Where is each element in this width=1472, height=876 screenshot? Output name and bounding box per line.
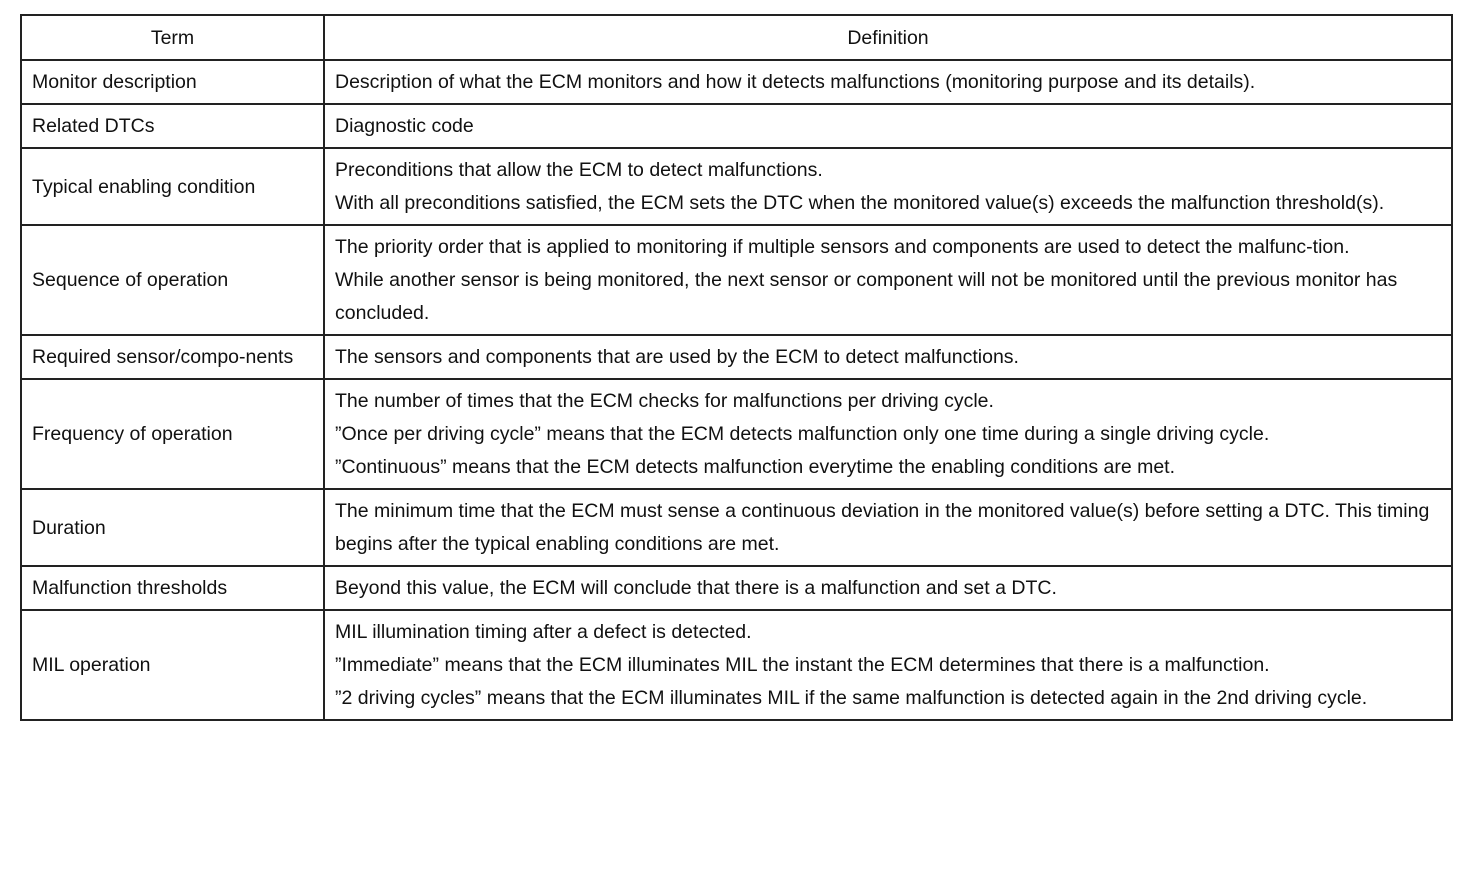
- definition-line: ”2 driving cycles” means that the ECM illuminates MIL if the same malfunction is detected again in the 2nd driving cycle.: [335, 687, 1368, 709]
- definition-cell: [324, 489, 1452, 566]
- table-row: [21, 60, 1452, 104]
- definition-line: Description of what the ECM monitors and how it detects malfunctions (monitoring purpose and its details).: [335, 71, 1256, 93]
- table-row: [21, 335, 1452, 379]
- term-cell: Sequence of operation: [21, 225, 324, 335]
- definition-column-header: Definition: [324, 15, 1452, 60]
- table-row: [21, 104, 1452, 148]
- definition-line: Beyond this value, the ECM will conclude that there is a malfunction and set a DTC.: [335, 577, 1057, 599]
- definition-cell: [324, 60, 1452, 104]
- definition-line: Preconditions that allow the ECM to detect malfunctions.: [335, 159, 823, 181]
- term-cell: Duration: [21, 489, 324, 566]
- definition-cell: [324, 566, 1452, 610]
- definition-line: The minimum time that the ECM must sense a continuous deviation in the monitored value(s) before setting a DTC. This timing begins after the typical enabling conditions are met.: [335, 500, 1430, 555]
- table-row: [21, 610, 1452, 720]
- term-cell: Related DTCs: [21, 104, 324, 148]
- table-row: [21, 379, 1452, 489]
- definition-cell: [324, 225, 1452, 335]
- term-cell: Frequency of operation: [21, 379, 324, 489]
- definition-cell: [324, 610, 1452, 720]
- definition-line: MIL illumination timing after a defect is detected.: [335, 621, 752, 643]
- term-cell: MIL operation: [21, 610, 324, 720]
- definition-cell: [324, 148, 1452, 225]
- definition-line: ”Once per driving cycle” means that the ECM detects malfunction only one time during a single driving cycle.: [335, 423, 1270, 445]
- table-row: [21, 225, 1452, 335]
- definition-line: The sensors and components that are used by the ECM to detect malfunctions.: [335, 346, 1019, 368]
- definition-cell: [324, 104, 1452, 148]
- definition-line: Diagnostic code: [335, 115, 474, 137]
- term-cell: Monitor description: [21, 60, 324, 104]
- definition-line: ”Continuous” means that the ECM detects malfunction everytime the enabling conditions are met.: [335, 456, 1176, 478]
- definition-cell: [324, 335, 1452, 379]
- definition-line: While another sensor is being monitored, the next sensor or component will not be monitored until the previous monitor has concluded.: [335, 269, 1398, 324]
- term-cell: Malfunction thresholds: [21, 566, 324, 610]
- terms-definition-table: [20, 14, 1453, 721]
- table-row: [21, 148, 1452, 225]
- term-cell: Required sensor/compo-nents: [21, 335, 324, 379]
- table-row: [21, 489, 1452, 566]
- term-cell: Typical enabling condition: [21, 148, 324, 225]
- term-column-header: Term: [21, 15, 324, 60]
- definition-line: The priority order that is applied to monitoring if multiple sensors and components are used to detect the malfunc-tion.: [335, 236, 1350, 258]
- definition-line: With all preconditions satisfied, the ECM sets the DTC when the monitored value(s) exceeds the malfunction threshold(s).: [335, 192, 1385, 214]
- definition-line: ”Immediate” means that the ECM illuminates MIL the instant the ECM determines that there is a malfunction.: [335, 654, 1270, 676]
- definition-cell: [324, 379, 1452, 489]
- definition-line: The number of times that the ECM checks for malfunctions per driving cycle.: [335, 390, 994, 412]
- table-row: [21, 566, 1452, 610]
- table-header-row: [21, 15, 1452, 60]
